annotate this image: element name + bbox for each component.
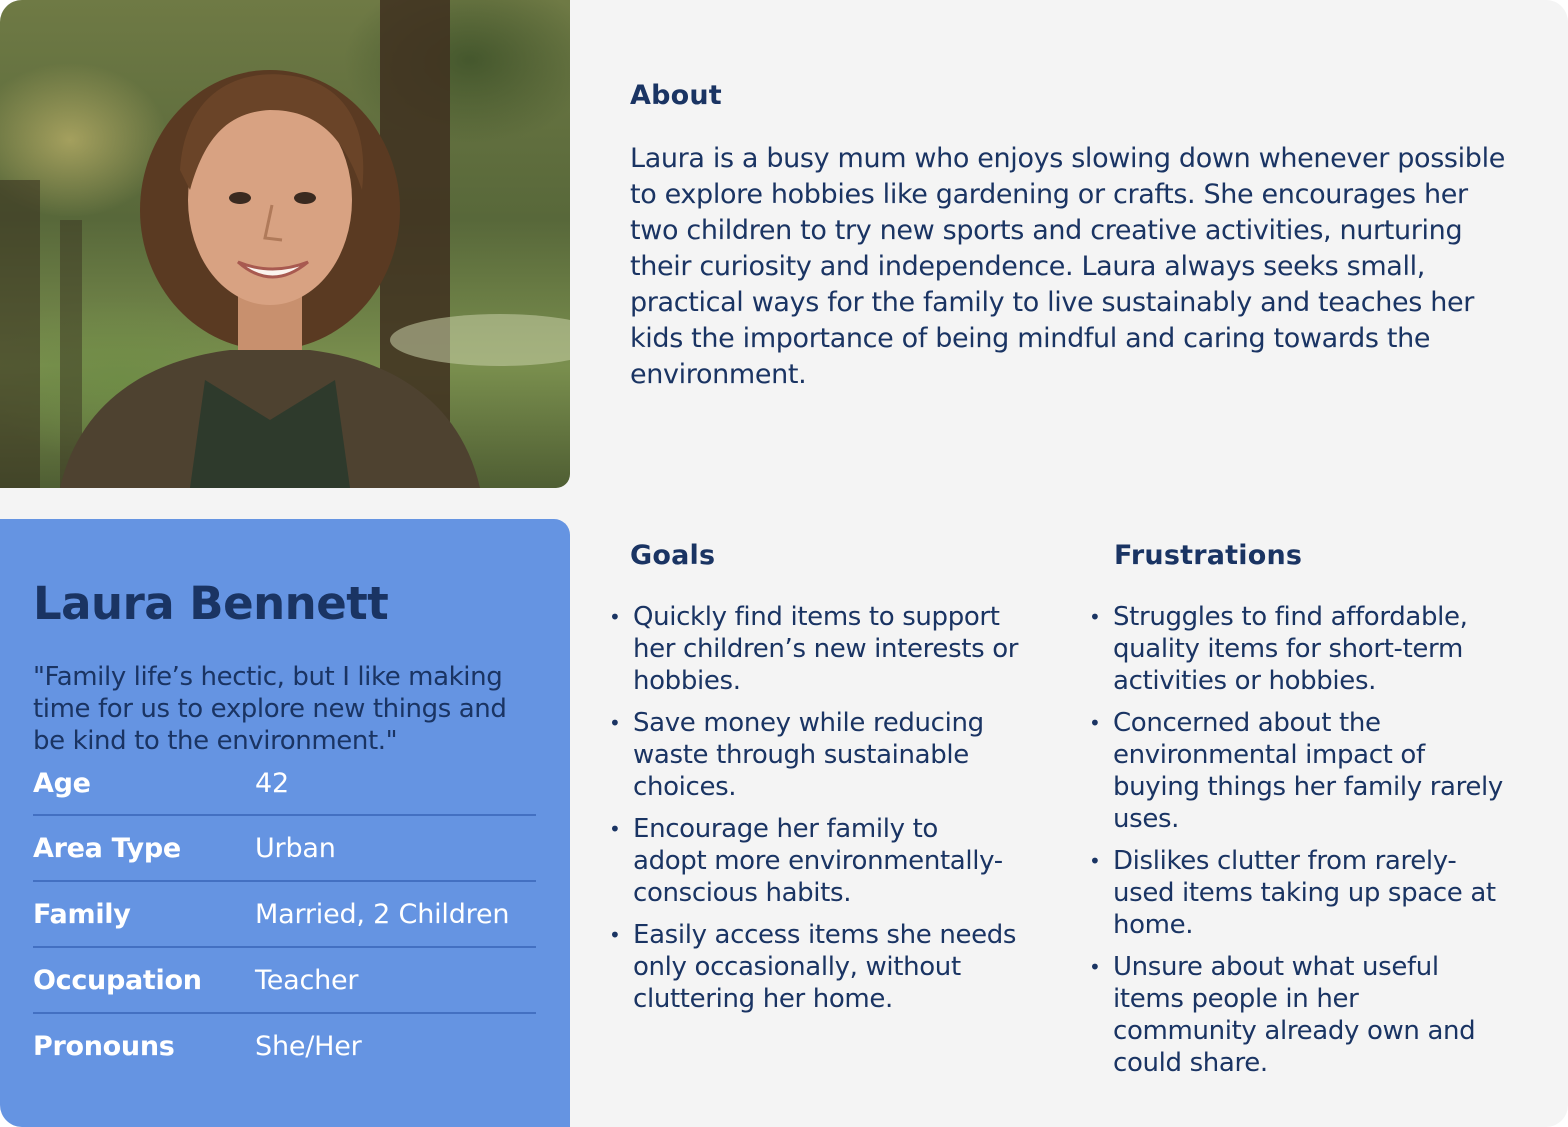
fact-value: Teacher: [255, 964, 359, 996]
bullet-icon: •: [609, 923, 621, 947]
list-item: [609, 707, 1019, 803]
list-item: [1089, 845, 1509, 941]
bullet-icon: •: [1089, 605, 1101, 629]
goal-text: Save money while reducing waste through sustainable choices.: [633, 708, 984, 802]
persona-quote: "Family life’s hectic, but I like making time for us to explore new things and be kind to the environment.": [33, 662, 507, 756]
goal-text: Quickly find items to support her children’s new interests or hobbies.: [633, 602, 1019, 696]
fact-label: Occupation: [33, 964, 202, 996]
list-item: [1089, 601, 1509, 697]
bullet-icon: •: [1089, 955, 1101, 979]
fact-row-pronouns: [33, 1014, 536, 1078]
frustration-text: Struggles to find affordable, quality items for short-term activities or hobbies.: [1113, 602, 1468, 696]
fact-row-age: [33, 752, 536, 816]
bullet-icon: •: [1089, 711, 1101, 735]
fact-label: Pronouns: [33, 1030, 175, 1062]
bullet-icon: •: [609, 605, 621, 629]
frustration-text: Dislikes clutter from rarely-used items taking up space at home.: [1113, 846, 1496, 940]
fact-row-family: [33, 882, 536, 948]
persona-photo: [0, 0, 570, 488]
about-text: Laura is a busy mum who enjoys slowing down whenever possible to explore hobbies like gardening or crafts. She encourages her two children to try new sports and creative activities, nurturing their curiosity and independence. Laura always seeks small, practical ways for the family to live sustainably and teaches her kids the importance of being mindful and caring towards the environment.: [630, 143, 1505, 390]
list-item: [1089, 707, 1509, 835]
facts-table: [33, 767, 536, 1078]
goal-text: Encourage her family to adopt more environmentally-conscious habits.: [633, 814, 1003, 908]
fact-value: Urban: [255, 832, 336, 864]
frustration-text: Concerned about the environmental impact of buying things her family rarely uses.: [1113, 708, 1503, 834]
profile-panel: [0, 519, 570, 1127]
frustrations-heading: Frustrations: [1114, 540, 1303, 571]
frustration-text: Unsure about what useful items people in her community already own and could share.: [1113, 952, 1476, 1078]
about-heading: About: [630, 80, 722, 111]
bullet-icon: •: [609, 711, 621, 735]
fact-row-area-type: [33, 816, 536, 882]
fact-value: She/Her: [255, 1030, 362, 1062]
goal-text: Easily access items she needs only occasionally, without cluttering her home.: [633, 920, 1017, 1014]
fact-label: Family: [33, 898, 131, 930]
list-item: [1089, 951, 1509, 1079]
list-item: [609, 919, 1019, 1015]
persona-name: Laura Bennett: [33, 577, 389, 630]
fact-row-occupation: [33, 948, 536, 1014]
goals-list: [609, 601, 1019, 1025]
bullet-icon: •: [609, 817, 621, 841]
frustrations-list: [1089, 601, 1509, 1089]
list-item: [609, 813, 1019, 909]
bullet-icon: •: [1089, 849, 1101, 873]
list-item: [609, 601, 1019, 697]
fact-value: Married, 2 Children: [255, 898, 510, 930]
portrait-illustration: [0, 0, 570, 488]
goals-heading: Goals: [630, 540, 716, 571]
fact-label: Area Type: [33, 832, 181, 864]
fact-value: 42: [255, 767, 289, 799]
fact-label: Age: [33, 767, 91, 799]
